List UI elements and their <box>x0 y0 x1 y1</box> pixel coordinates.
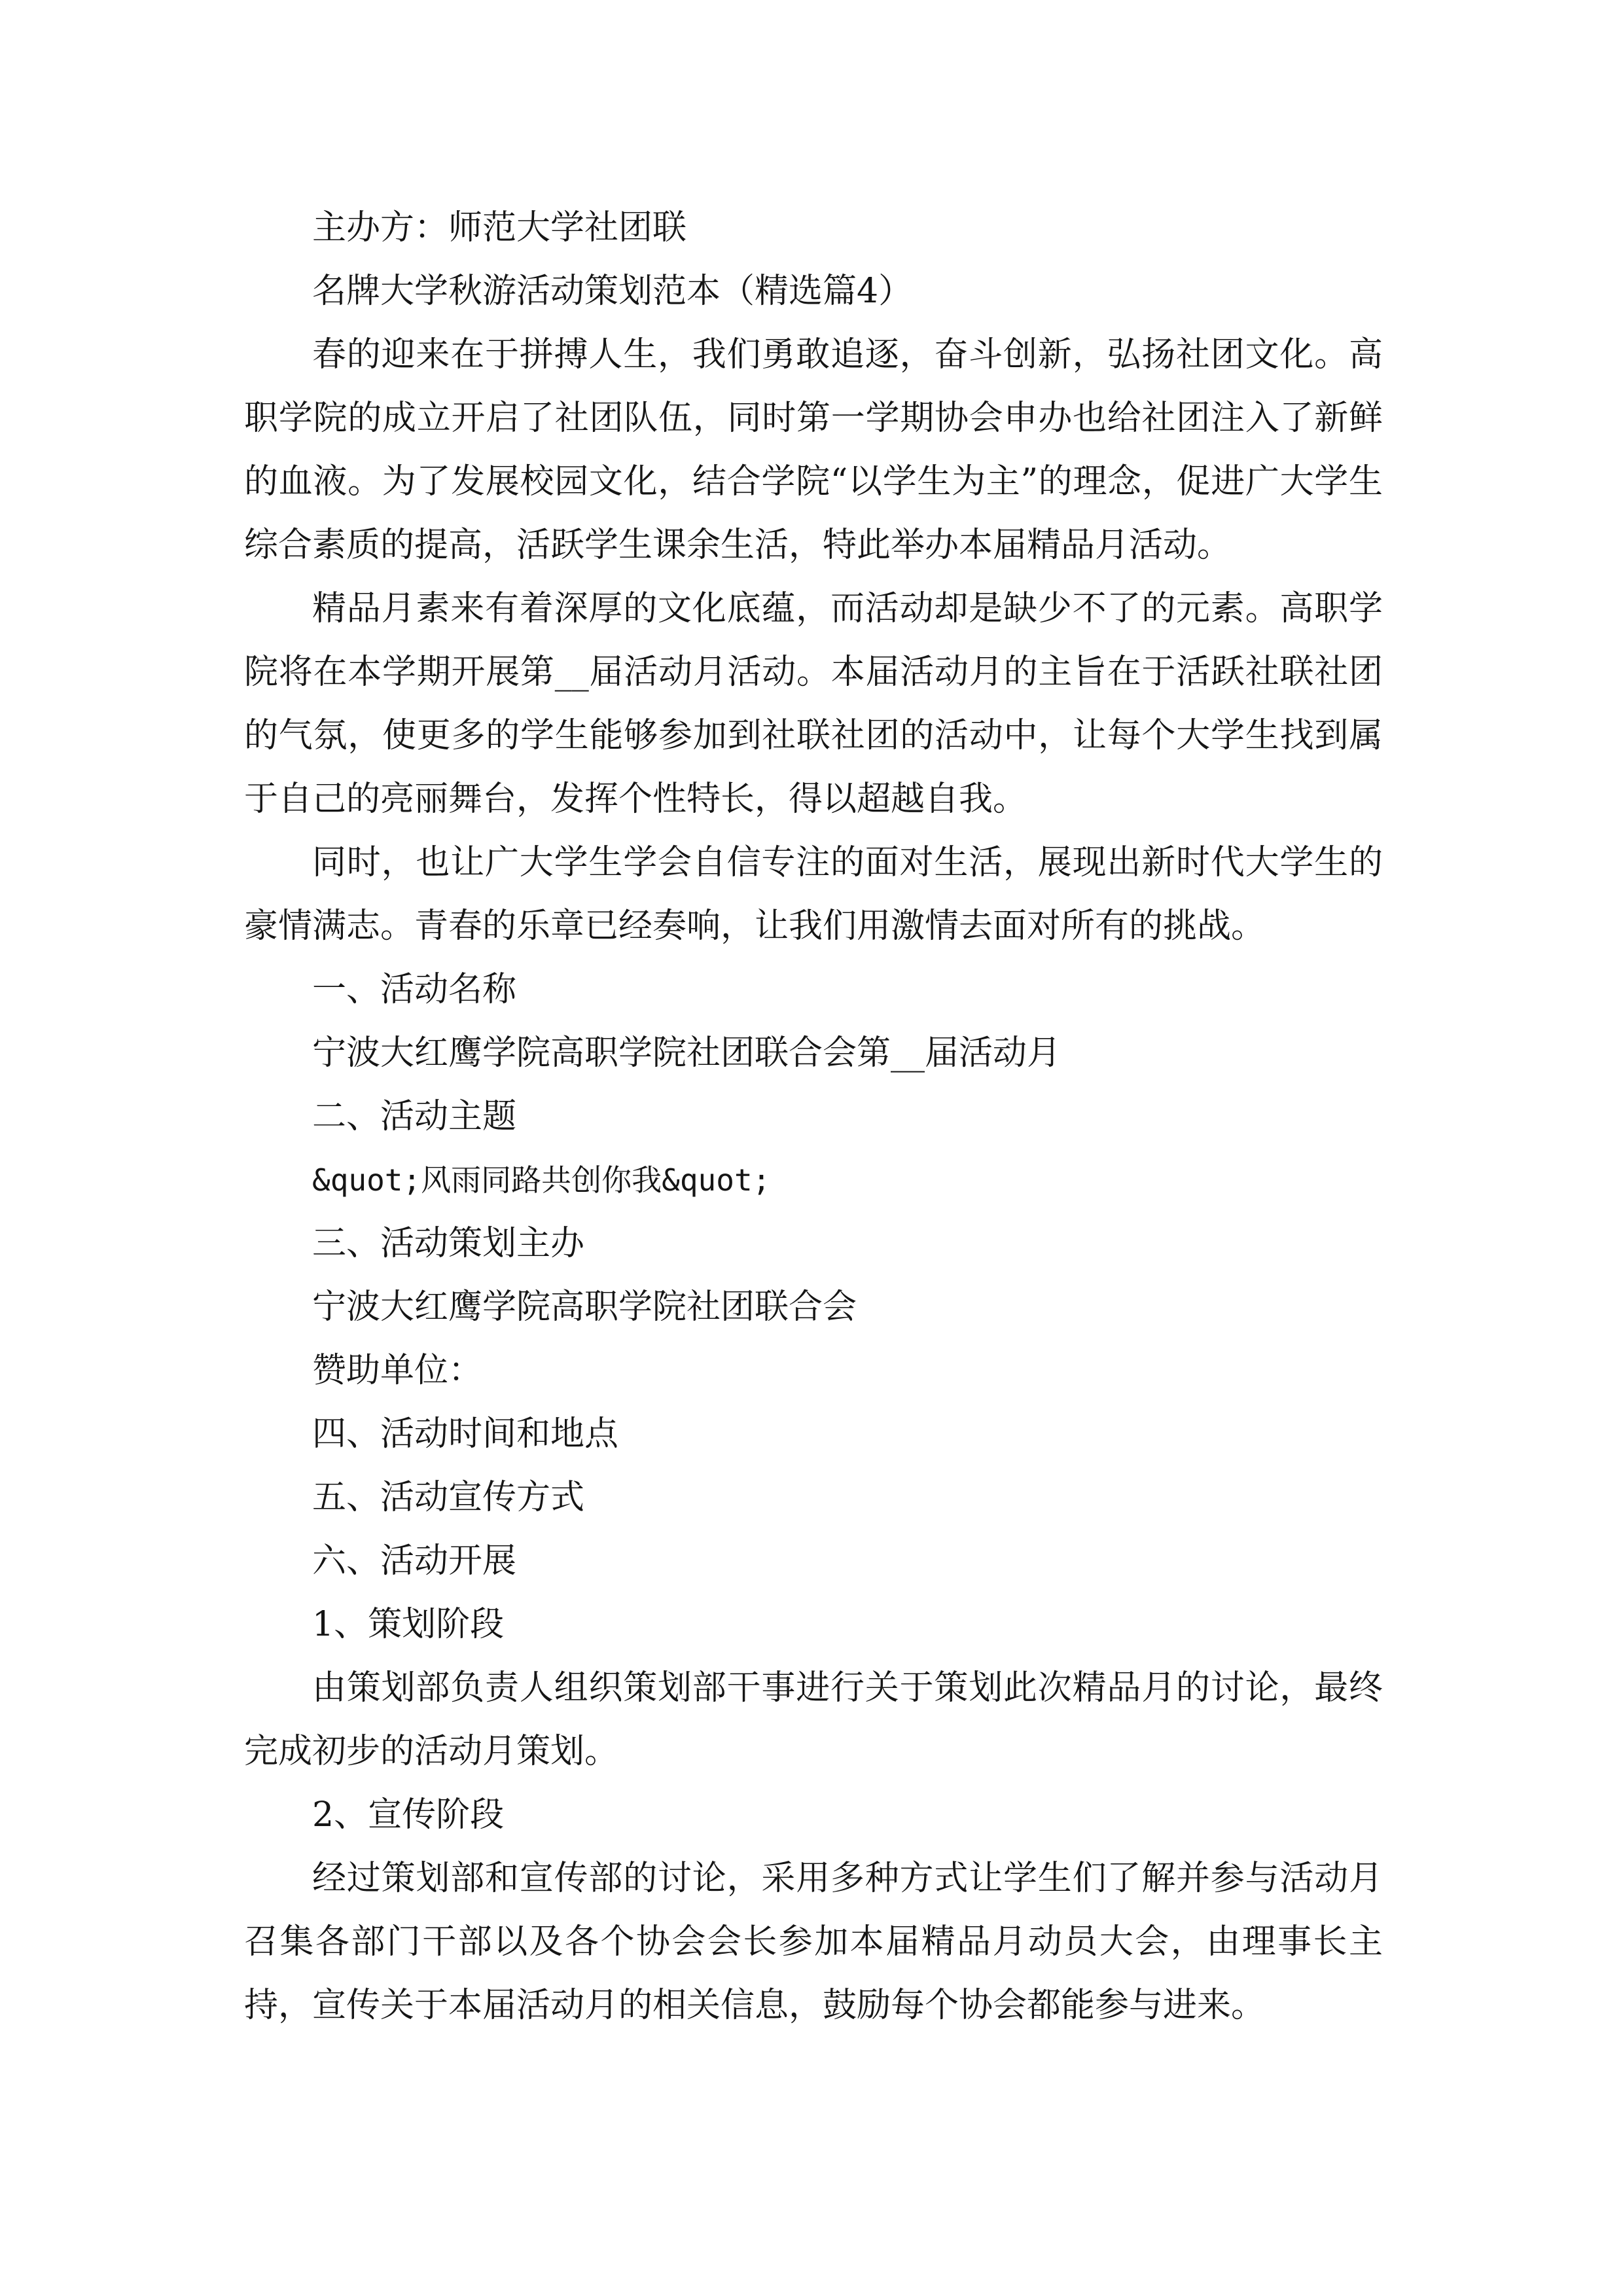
heading-time-location: 四、活动时间和地点 <box>312 1414 619 1454</box>
body-paragraph: 同时，也让广大学生学会自信专注的面对生活，展现出新时代大学生的豪情满志。青春的乐章已经奏响，让我们用激情去面对所有的挑战。 <box>244 843 1383 946</box>
heading-promotion: 五、活动宣传方式 <box>312 1478 585 1517</box>
heading-activity-name: 一、活动名称 <box>312 970 517 1009</box>
body-paragraph: 精品月素来有着深厚的文化底蕴，而活动却是缺少不了的元素。高职学院将在本学期开展第__届活动月活动。本届活动月的主旨在于活跃社联社团的气氛，使更多的学生能够参加到社联社团的活动中，让每个大学生找到属于自己的亮丽舞台，发挥个性特长，得以超越自我。 <box>244 589 1383 819</box>
organizer-line: 主办方：师范大学社团联 <box>312 208 687 247</box>
body-paragraph: 经过策划部和宣传部的讨论，采用多种方式让学生们了解并参与活动月召集各部门干部以及各个协会会长参加本届精品月动员大会，由理事长主持，宣传关于本届活动月的相关信息，鼓励每个协会都能参与进来。 <box>244 1859 1383 2025</box>
activity-host-value: 宁波大红鹰学院高职学院社团联合会 <box>312 1287 857 1327</box>
body-paragraph: 由策划部负责人组织策划部干事进行关于策划此次精品月的讨论，最终完成初步的活动月策划。 <box>244 1668 1383 1771</box>
section-title: 名牌大学秋游活动策划范本（精选篇4） <box>312 272 913 311</box>
subheading-planning: 1、策划阶段 <box>312 1605 505 1644</box>
heading-activity-process: 六、活动开展 <box>312 1541 517 1581</box>
activity-theme-value: &quot;风雨同路共创你我&quot; <box>312 1162 771 1198</box>
sponsor-line: 赞助单位： <box>312 1351 483 1390</box>
heading-activity-theme: 二、活动主题 <box>312 1097 517 1136</box>
document-body <box>244 196 1383 2037</box>
heading-activity-host: 三、活动策划主办 <box>312 1224 585 1263</box>
subheading-publicity: 2、宣传阶段 <box>312 1795 505 1835</box>
body-paragraph: 春的迎来在于拼搏人生，我们勇敢追逐，奋斗创新，弘扬社团文化。高职学院的成立开启了社团队伍，同时第一学期协会申办也给社团注入了新鲜的血液。为了发展校园文化，结合学院“以学生为主”的理念，促进广大学生综合素质的提高，活跃学生课余生活，特此举办本届精品月活动。 <box>244 335 1383 565</box>
activity-name-value: 宁波大红鹰学院高职学院社团联合会第__届活动月 <box>312 1033 1061 1073</box>
